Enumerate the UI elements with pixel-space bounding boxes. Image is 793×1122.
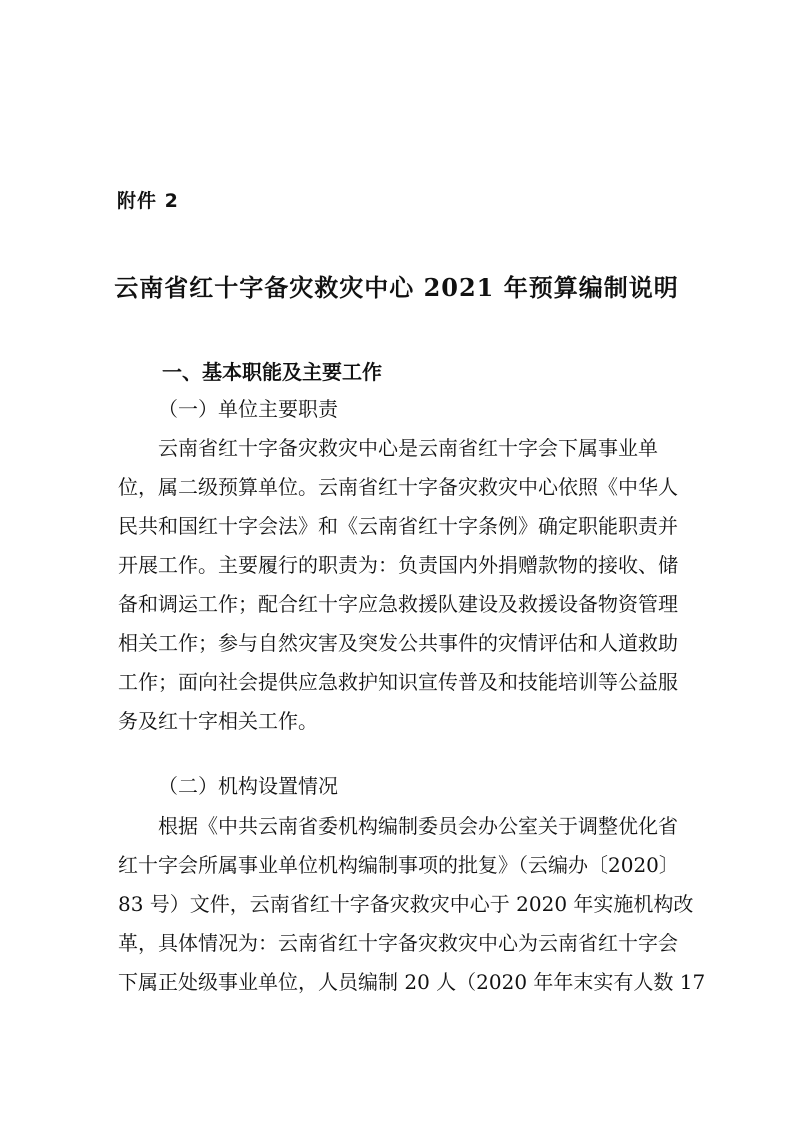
paragraph-line: 下属正处级事业单位，人员编制 20 人（2020 年年末实有人数 17	[118, 970, 706, 994]
attachment-label: 附件 2	[117, 190, 179, 212]
paragraph-line: 务及红十字相关工作。	[118, 709, 318, 733]
paragraph-main-duties	[118, 429, 678, 741]
paragraph-line: 根据《中共云南省委机构编制委员会办公室关于调整优化省	[158, 814, 678, 838]
paragraph-line: 红十字会所属事业单位机构编制事项的批复》（云编办〔2020〕	[118, 853, 679, 877]
paragraph-line: 83 号）文件，云南省红十字备灾救灾中心于 2020 年实施机构改	[118, 892, 694, 916]
paragraph-line: 开展工作。主要履行的职责为：负责国内外捐赠款物的接收、储	[118, 553, 678, 577]
paragraph-line: 位，属二级预算单位。云南省红十字备灾救灾中心依照《中华人	[118, 475, 678, 499]
section-heading-basic-functions: 一、基本职能及主要工作	[162, 360, 382, 384]
paragraph-line: 相关工作；参与自然灾害及突发公共事件的灾情评估和人道救助	[118, 631, 678, 655]
subsection-heading-organization: （二）机构设置情况	[158, 774, 338, 798]
paragraph-line: 革，具体情况为：云南省红十字备灾救灾中心为云南省红十字会	[118, 931, 678, 955]
paragraph-line: 备和调运工作；配合红十字应急救援队建设及救援设备物资管理	[118, 592, 678, 616]
document-title: 云南省红十字备灾救灾中心 2021 年预算编制说明	[114, 273, 679, 302]
subsection-heading-main-duties: （一）单位主要职责	[158, 397, 338, 421]
paragraph-line: 云南省红十字备灾救灾中心是云南省红十字会下属事业单	[158, 436, 658, 460]
paragraph-line: 工作；面向社会提供应急救护知识宣传普及和技能培训等公益服	[118, 670, 678, 694]
paragraph-line: 民共和国红十字会法》和《云南省红十字条例》确定职能职责并	[118, 514, 678, 538]
paragraph-organization	[118, 807, 706, 1002]
